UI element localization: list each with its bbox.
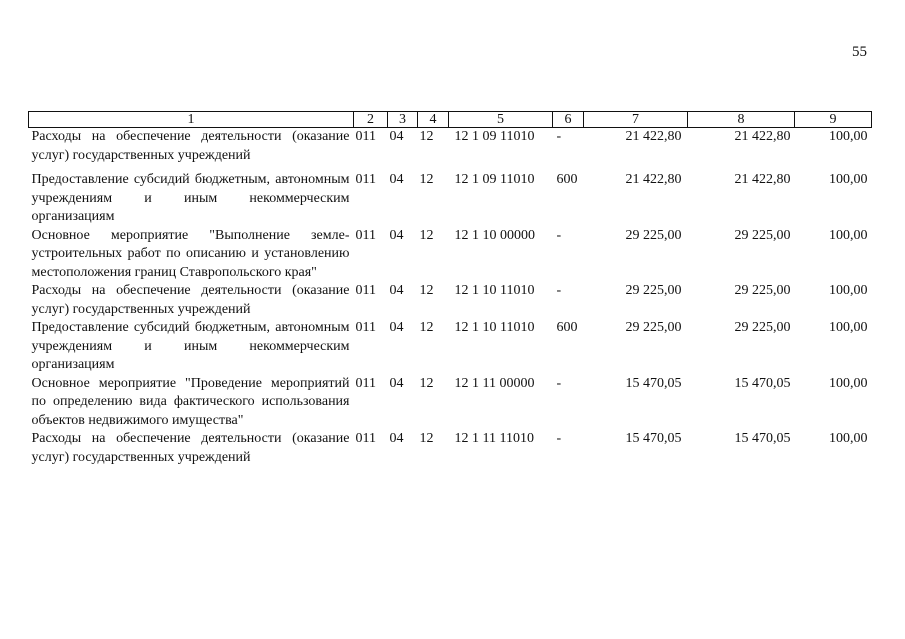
row-name: Предоставление субсидий бюджетным, автономным учреждениям и иным некоммерческим организациям <box>31 320 350 372</box>
column-header-6: 6 <box>553 112 584 128</box>
column-header-2: 2 <box>354 112 388 128</box>
row-percent: 100,00 <box>829 227 868 243</box>
column-header-8: 8 <box>688 112 795 128</box>
column-header-7: 7 <box>584 112 688 128</box>
row-name: Расходы на обеспечение деятельности (оказание услуг) государственных учреждений <box>31 283 350 317</box>
row-target-article: 12 1 10 11010 <box>454 320 535 335</box>
row-executed: 21 422,80 <box>734 172 791 187</box>
budget-table <box>28 111 872 467</box>
row-target-article: 12 1 11 11010 <box>454 431 534 446</box>
row-executed: 15 470,05 <box>734 375 791 391</box>
table-row <box>29 430 872 467</box>
row-ministry: 011 <box>355 283 376 298</box>
row-planned: 15 470,05 <box>625 431 682 446</box>
table-row <box>29 319 872 375</box>
row-section: 04 <box>389 375 404 391</box>
row-subsection: 12 <box>419 172 434 187</box>
row-expense-type: - <box>556 375 562 391</box>
row-executed: 29 225,00 <box>734 283 791 298</box>
row-subsection: 12 <box>419 129 434 144</box>
row-target-article: 12 1 09 11010 <box>454 172 535 187</box>
row-ministry: 011 <box>355 227 376 243</box>
row-planned: 29 225,00 <box>625 283 682 298</box>
table-row <box>29 375 872 431</box>
row-subsection: 12 <box>419 375 434 391</box>
row-section: 04 <box>389 320 404 335</box>
column-header-9: 9 <box>795 112 872 128</box>
row-section: 04 <box>389 129 404 144</box>
row-ministry: 011 <box>355 320 376 335</box>
row-section: 04 <box>389 431 404 446</box>
row-percent: 100,00 <box>829 172 868 187</box>
row-executed: 21 422,80 <box>734 129 791 144</box>
page-number: 55 <box>852 44 867 60</box>
row-percent: 100,00 <box>829 129 868 144</box>
header-row <box>29 112 872 128</box>
row-executed: 15 470,05 <box>734 431 791 446</box>
column-header-4: 4 <box>418 112 449 128</box>
row-expense-type: 600 <box>556 172 578 187</box>
row-planned: 15 470,05 <box>625 375 682 391</box>
row-percent: 100,00 <box>829 320 868 335</box>
row-target-article: 12 1 11 00000 <box>454 375 535 391</box>
column-header-1: 1 <box>29 112 354 128</box>
row-ministry: 011 <box>355 129 376 144</box>
row-subsection: 12 <box>419 431 434 446</box>
row-subsection: 12 <box>419 283 434 298</box>
row-planned: 29 225,00 <box>625 227 682 243</box>
row-expense-type: - <box>556 431 562 446</box>
row-planned: 21 422,80 <box>625 172 682 187</box>
row-percent: 100,00 <box>829 431 868 446</box>
column-header-5: 5 <box>449 112 553 128</box>
table-row <box>29 282 872 319</box>
row-target-article: 12 1 10 11010 <box>454 283 535 298</box>
row-section: 04 <box>389 172 404 187</box>
row-executed: 29 225,00 <box>734 227 791 243</box>
column-header-3: 3 <box>388 112 418 128</box>
row-planned: 21 422,80 <box>625 129 682 144</box>
row-section: 04 <box>389 227 404 243</box>
table-row <box>29 227 872 283</box>
table-header <box>29 112 872 128</box>
row-expense-type: - <box>556 129 562 144</box>
row-executed: 29 225,00 <box>734 320 791 335</box>
row-expense-type: 600 <box>556 320 578 335</box>
table-row <box>29 128 872 172</box>
row-name: Расходы на обеспечение деятельности (оказание услуг) государственных учреждений <box>31 431 350 465</box>
row-target-article: 12 1 10 00000 <box>454 227 535 243</box>
row-name: Основное мероприятие "Выполнение землеустроительных работ по описанию и установлению местоположения границ Ставропольского края" <box>31 227 350 280</box>
row-subsection: 12 <box>419 227 434 243</box>
row-subsection: 12 <box>419 320 434 335</box>
row-name: Расходы на обеспечение деятельности (оказание услуг) государственных учреждений <box>31 129 350 163</box>
row-ministry: 011 <box>355 172 376 187</box>
row-name: Предоставление субсидий бюджетным, автономным учреждениям и иным некоммерческим организациям <box>31 172 350 224</box>
row-percent: 100,00 <box>829 283 868 298</box>
row-planned: 29 225,00 <box>625 320 682 335</box>
row-expense-type: - <box>556 227 562 243</box>
row-name: Основное мероприятие "Проведение мероприятий по определению вида фактического использования объектов недвижимого имущества" <box>31 375 350 428</box>
row-ministry: 011 <box>355 431 376 446</box>
row-ministry: 011 <box>355 375 376 391</box>
row-expense-type: - <box>556 283 562 298</box>
row-section: 04 <box>389 283 404 298</box>
table-row <box>29 171 872 227</box>
row-target-article: 12 1 09 11010 <box>454 129 535 144</box>
row-percent: 100,00 <box>829 375 868 391</box>
table-body <box>29 128 872 468</box>
